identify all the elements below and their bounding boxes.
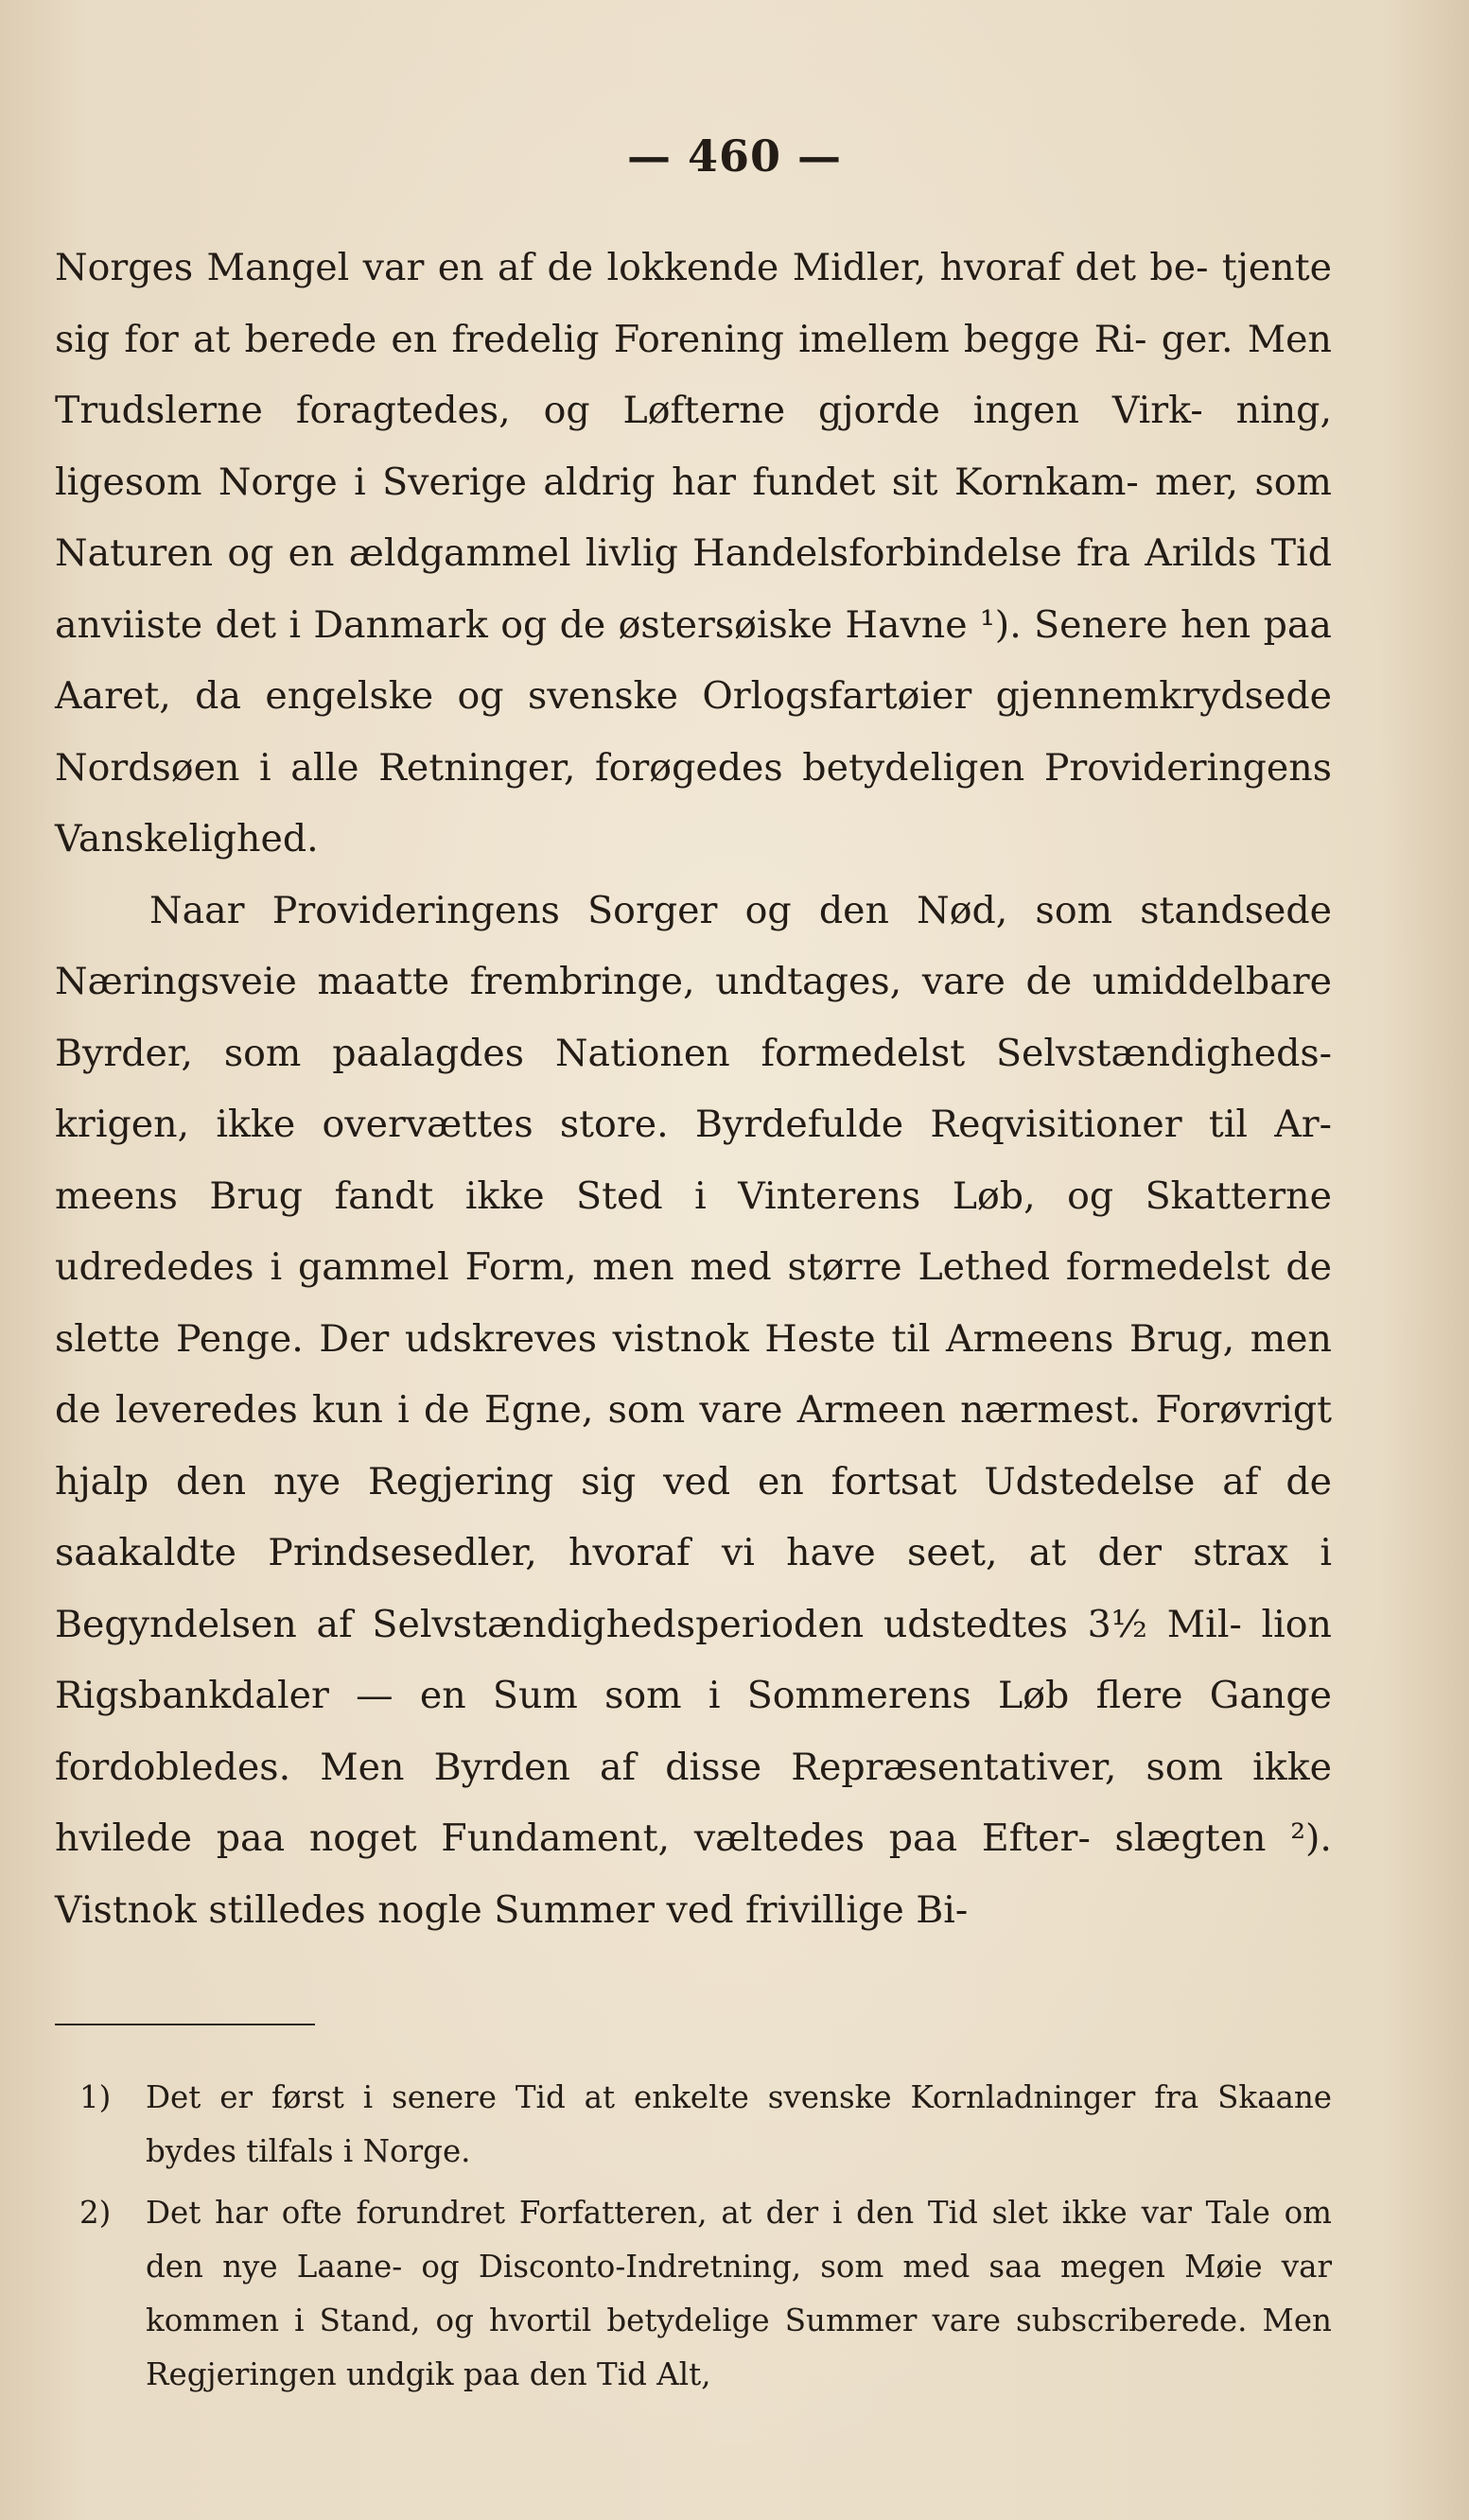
footnotes bbox=[55, 2071, 1332, 2409]
footnote-number: 1) bbox=[79, 2079, 112, 2115]
footnote-text: Det er først i senere Tid at enkelte svenske Kornladninger fra Skaane bydes tilfals i Norge. bbox=[146, 2079, 1332, 2169]
footnote-2 bbox=[55, 2186, 1332, 2402]
footnote-text: Det har ofte forundret Forfatteren, at der i den Tid slet ikke var Tale om den nye Laane- og Disconto-Indretning, som med saa megen Møie var kommen i Stand, og hvortil betydelige Summer vare subscriberede. Men Regjeringen undgik paa den Tid Alt, bbox=[146, 2195, 1332, 2392]
paragraph: Norges Mangel var en af de lokkende Midler, hvoraf det be- tjente sig for at berede en fredelig Forening imellem begge Ri- ger. Men Trudslerne foragtedes, og Løfterne gjorde ingen Virk- ning, ligesom Norge i Sverige aldrig har fundet sit Kornkam- mer, som Naturen og en ældgammel livlig Handelsforbindelse fra Arilds Tid anviiste det i Danmark og de østersøiske Havne ¹). Senere hen paa Aaret, da engelske og svenske Orlogsfartøier gjennemkrydsede Nordsøen i alle Retninger, forøgedes betydeligen Provideringens Vanskelighed. bbox=[55, 246, 1332, 860]
footnote-number: 2) bbox=[79, 2195, 112, 2231]
paragraph: Naar Provideringens Sorger og den Nød, som standsede Næringsveie maatte frembringe, undtages, vare de umiddelbare Byrder, som paalagdes Nationen formedelst Selvstændigheds- krigen, ikke overvættes store. Byrdefulde Reqvisitioner til Ar- meens Brug fandt ikke Sted i Vinterens Løb, og Skatterne udrededes i gammel Form, men med større Lethed formedelst de slette Penge. Der udskreves vistnok Heste til Armeens Brug, men de leveredes kun i de Egne, som vare Armeen nærmest. Forøvrigt hjalp den nye Regjering sig ved en fortsat Udstedelse af de saakaldte Prindsesedler, hvoraf vi have seet, at der strax i Begyndelsen af Selvstændighedsperioden udstedtes 3½ Mil- lion Rigsbankdaler — en Sum som i Sommerens Løb flere Gange fordobledes. Men Byrden af disse Repræsentativer, som ikke hvilede paa noget Fundament, væltedes paa Efter- slægten ²). Vistnok stilledes nogle Summer ved frivillige Bi- bbox=[55, 888, 1332, 1932]
main-text bbox=[55, 233, 1332, 1946]
page-number: — 460 — bbox=[626, 130, 843, 182]
footnote-1 bbox=[55, 2071, 1332, 2179]
footnote-divider bbox=[55, 2024, 315, 2025]
